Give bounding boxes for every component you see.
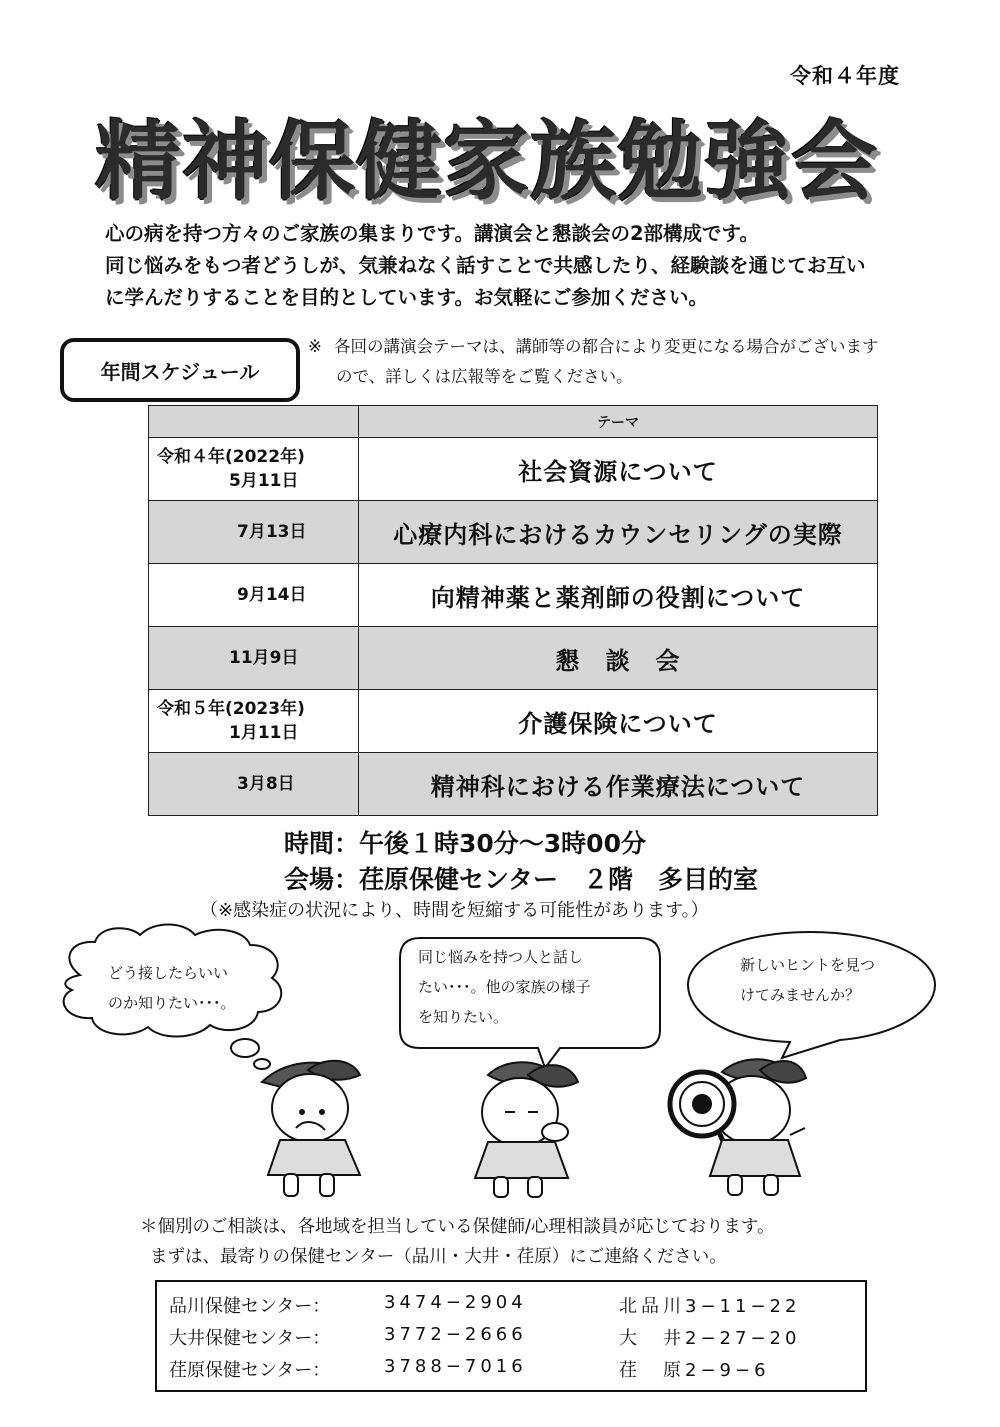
bubble-center-text	[418, 942, 591, 1032]
consult-line: ＊個別のご相談は、各地域を担当している保健師/心理相談員が応じております。	[140, 1217, 775, 1237]
bubble-line: を知りたい。	[418, 1008, 509, 1026]
date-cell: 9月14日	[149, 564, 359, 627]
date-era: 令和４年(2022年)	[157, 447, 305, 467]
date-day: 5月11日	[229, 471, 299, 491]
theme-cell: 懇 談 会	[359, 627, 878, 690]
theme-cell: 向精神薬と薬剤師の役割について	[359, 564, 878, 627]
bubble-line: 同じ悩みを持つ人と話し	[418, 948, 584, 966]
theme-cell: 精神科における作業療法について	[359, 753, 878, 816]
center-name: 荏原保健センター：	[169, 1360, 331, 1381]
address: 北品川3−11−22	[619, 1296, 801, 1317]
event-venue: 会場：荏原保健センター ２階 多目的室	[284, 865, 759, 894]
phone-number: 3474−2904	[384, 1292, 527, 1313]
header-theme-cell: テーマ	[359, 406, 878, 438]
bubble-left-text	[108, 958, 236, 1018]
character-thinking-icon	[475, 1062, 578, 1197]
contact-list	[155, 1280, 867, 1392]
character-magnifier-icon	[670, 1059, 806, 1195]
theme-cell: 社会資源について	[359, 438, 878, 501]
date-day: 1月11日	[229, 723, 299, 743]
schedule-heading: 年間スケジュール	[60, 338, 300, 402]
note-mark: ※	[308, 337, 322, 356]
bubble-line: たい･･･。他の家族の様子	[418, 978, 591, 996]
bubble-right-text	[740, 950, 875, 1010]
fiscal-year: 令和４年度	[790, 64, 900, 88]
consult-line: まずは、最寄りの保健センター（品川・大井・荏原）にご連絡ください。	[150, 1247, 727, 1267]
character-thinking-icon	[262, 1061, 360, 1196]
note-line: 各回の講演会テーマは、講師等の都合により変更になる場合がございます	[334, 337, 879, 356]
date-cell: 7月13日	[149, 501, 359, 564]
intro-line: 同じ悩みをもつ者どうしが、気兼ねなく話すことで共感したり、経験談を通じてお互い	[105, 254, 866, 277]
date-era: 令和５年(2023年)	[157, 699, 305, 719]
date-cell: 11月9日	[149, 627, 359, 690]
address: 荏 原2−9−6	[619, 1360, 770, 1381]
time-note: （※感染症の状況により、時間を短縮する可能性があります。）	[200, 900, 709, 921]
phone-number: 3772−2666	[384, 1324, 527, 1345]
note-line: ので、詳しくは広報等をご覧ください。	[336, 367, 633, 386]
theme-cell: 介護保険について	[359, 690, 878, 753]
bubble-line: けてみませんか？	[740, 986, 861, 1004]
bubble-line: 新しいヒントを見つ	[740, 956, 876, 974]
bubble-line: のか知りたい･･･。	[108, 994, 236, 1012]
address: 大 井2−27−20	[619, 1328, 801, 1349]
center-name: 大井保健センター：	[169, 1328, 331, 1349]
phone-number: 3788−7016	[384, 1356, 527, 1377]
date-cell: 3月8日	[149, 753, 359, 816]
center-name: 品川保健センター：	[169, 1296, 331, 1317]
consultation-note	[140, 1212, 775, 1272]
event-time: 時間：午後１時30分～3時00分	[284, 829, 646, 858]
theme-cell: 心療内科におけるカウンセリングの実際	[359, 501, 878, 564]
page-title: 精神保健家族勉強会	[95, 112, 878, 212]
bubble-line: どう接したらいい	[108, 964, 229, 982]
intro-line: に学んだりすることを目的としています。お気軽にご参加ください。	[105, 286, 708, 309]
intro-line: 心の病を持つ方々のご家族の集まりです。講演会と懇談会の2部構成です。	[105, 222, 759, 245]
